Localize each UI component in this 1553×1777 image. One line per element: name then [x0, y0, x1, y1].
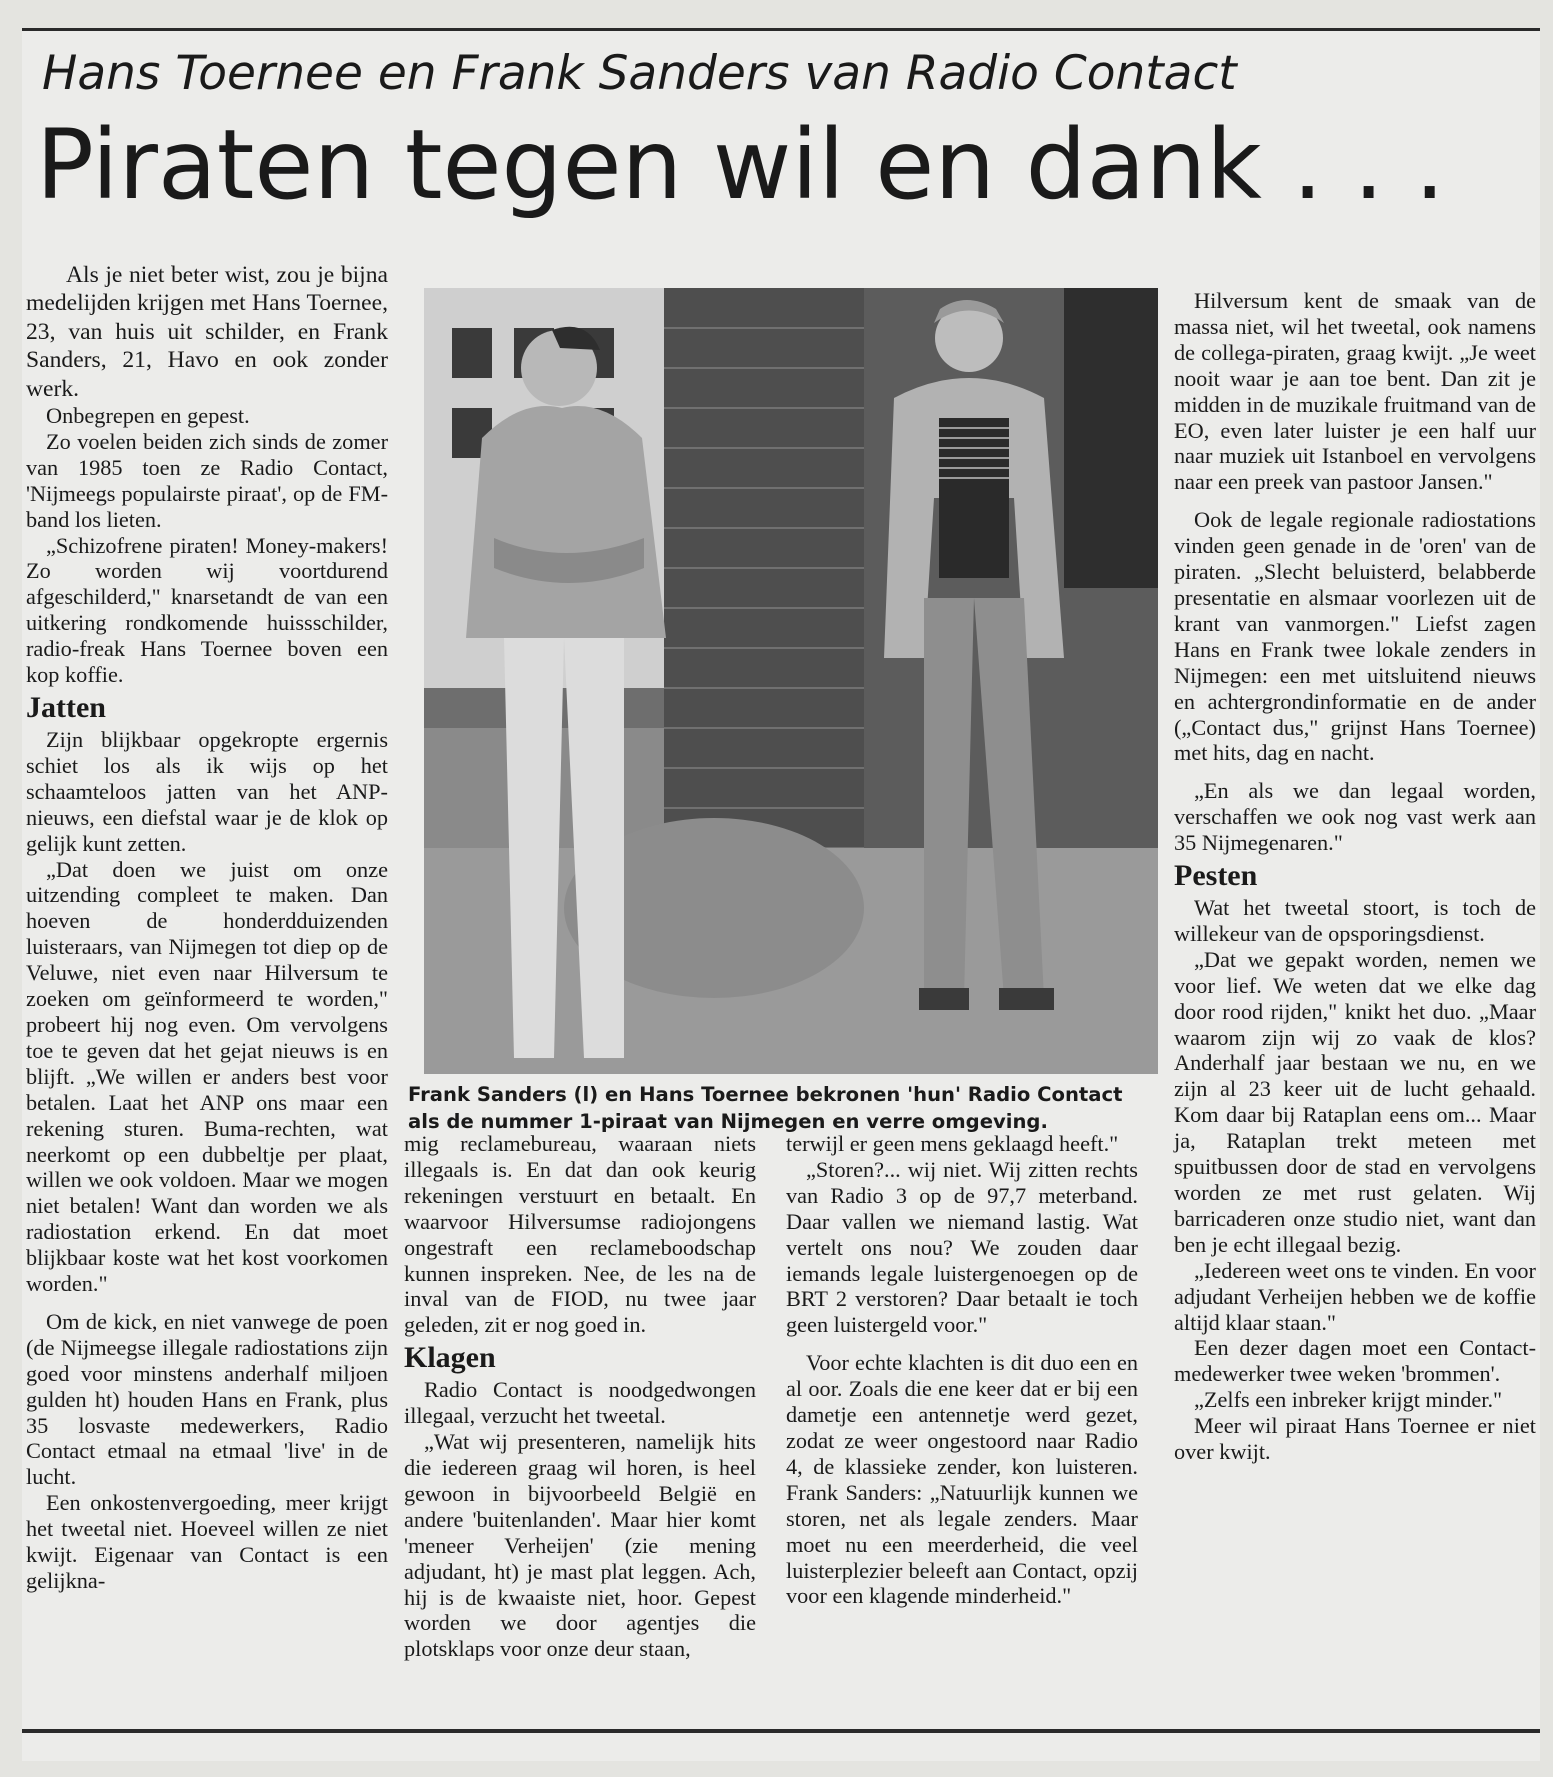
photo-caption [408, 1081, 1168, 1135]
paragraph: „Wat wij presenteren, namelijk hits die iedereen graag wil horen, is heel gewoon in bijvoorbeeld België en andere 'buitenlanden'. Maar hier komt 'meneer Verheijen' (zie mening adjudant, ht) je mast plat leggen. Ach, hij is de kwaaiste niet, hoor. Gepest worden we door agentjes die plotsklaps voor onze deur staan, [404, 1429, 756, 1662]
photo-two-men-by-brick-wall [424, 288, 1158, 1074]
paragraph: „Schizofrene piraten! Money-makers! Zo worden wij voortdurend afgeschilderd," knarsetandt de van een uitkering rondkomende huissschilder, radio-freak Hans Toernee boven een kop koffie. [26, 532, 388, 688]
paragraph: „Dat doen we juist om onze uitzending compleet te maken. Dan hoeven de honderdduizenden luisteraars, van Nijmegen tot diep op de Veluwe, niet even naar Hilversum te zoeken om geïnformeerd te worden," probeert hij nog even. Om vervolgens toe te geven dat het gejat nieuws is en blijft. „We willen er anders best voor betalen. Laat het ANP ons maar een rekening sturen. Buma-rechten, wat neerkomt op een dubbeltje per plaat, willen we ook voldoen. Maar we mogen niet betalen! Want dan worden we als radiostation erkend. En dat moet blijkbaar koste wat het kost voorkomen worden." [26, 856, 388, 1297]
article-photo [424, 288, 1158, 1074]
paragraph: „En als we dan legaal worden, verschaffen we ook nog vast werk aan 35 Nijmegenaren." [1174, 778, 1536, 856]
article-column-1 [26, 261, 388, 1594]
newspaper-clipping [22, 28, 1540, 1761]
paragraph: Zijn blijkbaar opgekropte ergernis schiet los als ik wijs op het schaamteloos jatten van het ANP-nieuws, een diefstal waar je de klok op gelijk kunt zetten. [26, 727, 388, 856]
paragraph: Radio Contact is noodgedwongen illegaal, verzucht het tweetal. [404, 1377, 756, 1429]
paragraph: Onbegrepen en gepest. [46, 403, 250, 429]
paragraph: Meer wil piraat Hans Toernee er niet over kwijt. [1174, 1413, 1536, 1465]
paragraph: Om de kick, en niet vanwege de poen (de Nijmeegse illegale radiostations zijn goed voor minstens anderhalf miljoen gulden ht) houden Hans en Frank, plus 35 losvaste medewerkers, Radio Contact etmaal na etmaal 'live' in de lucht. [26, 1308, 388, 1490]
article-column-2 [404, 1131, 756, 1662]
section-heading: Pesten [1174, 859, 1258, 893]
paragraph: Een onkostenvergoeding, meer krijgt het tweetal niet. Hoeveel willen ze niet kwijt. Eigenaar van Contact is een gelijkna- [26, 1490, 388, 1593]
paragraph: „Dat we gepakt worden, nemen we voor lief. We weten dat we elke dag door rood rijden," knikt het duo. „Maar waarom zijn wij zo vaak de klos? Anderhalf jaar bestaan we nu, en we zijn al 23 keer uit de lucht gehaald. Kom daar bij Rataplan eens om... Maar ja, Rataplan trekt meteen met spuitbussen door de stad en vervolgens worden ze met rust gelaten. Wij barricaderen onze studio niet, want dan ben je echt illegaal bezig. [1174, 946, 1536, 1257]
headline: Piraten tegen wil en dank . . . [36, 109, 1445, 221]
article-column-4 [1174, 288, 1536, 1465]
section-heading: Jatten [26, 691, 106, 724]
paragraph: Ook de legale regionale radiostations vinden geen genade in de 'oren' van de piraten. „Slecht beluisterd, belabberde presentatie en alsmaar voorlezen uit de krant van vanmorgen." Liefst zagen Hans en Frank twee lokale zenders in Nijmegen: een met uitsluitend nieuws en achtergrondinformatie en de ander („Contact dus," grijnst Hans Toernee) met hits, dag en nacht. [1174, 507, 1536, 766]
paragraph: Hilversum kent de smaak van de massa niet, wil het tweetal, ook namens de collega-piraten, graag kwijt. „Je weet nooit waar je aan toe bent. Dan zit je midden in de muzikale fruitmand van de EO, even later luister je een half uur naar muziek uit Istanboel en vervolgens naar een preek van pastoor Jansen." [1174, 288, 1536, 495]
paragraph: „Iedereen weet ons te vinden. En voor adjudant Verheijen hebben we de koffie altijd klaar staan." [1174, 1257, 1536, 1335]
paragraph: „Storen?... wij niet. Wij zitten rechts van Radio 3 op de 97,7 meterband. Daar vallen we niemand lastig. Wat vertelt ons nou? We zouden daar iemands legale luistergenoegen op de BRT 2 verstoren? Daar betaalt ie toch geen luistergeld voor." [786, 1156, 1138, 1338]
paragraph: Als je niet beter wist, zou je bijna medelijden krijgen met Hans Toernee, 23, van huis uit schilder, en Frank Sanders, 21, Havo en ook zonder werk. [26, 262, 388, 402]
paragraph: mig reclamebureau, waaraan niets illegaals is. En dat dan ook keurig rekeningen verstuurt en betaalt. En waarvoor Hilversumse radiojongens ongestraft een reclameboodschap kunnen inspreken. Nee, de les na de inval van de FIOD, nu twee jaar geleden, zit er nog goed in. [404, 1131, 756, 1338]
paragraph: Wat het tweetal stoort, is toch de willekeur van de opsporingsdienst. [1174, 895, 1536, 946]
bottom-rule [22, 1729, 1540, 1733]
photo-caption-line: als de nummer 1-piraat van Nijmegen en verre omgeving. [408, 1110, 1048, 1133]
kicker-line: Hans Toernee en Frank Sanders van Radio Contact [42, 46, 1237, 101]
article-column-3 [786, 1131, 1138, 1609]
section-heading: Klagen [404, 1341, 496, 1375]
photo-caption-line: Frank Sanders (l) en Hans Toernee bekronen 'hun' Radio Contact [408, 1083, 1123, 1106]
paragraph: „Zelfs een inbreker krijgt minder." [1194, 1387, 1503, 1413]
paragraph: terwijl er geen mens geklaagd heeft." [786, 1131, 1119, 1156]
paragraph: Zo voelen beiden zich sinds de zomer van 1985 toen ze Radio Contact, 'Nijmeegs populairste piraat', op de FM-band los lieten. [26, 428, 388, 532]
paragraph: Een dezer dagen moet een Contact-medewerker twee weken 'brommen'. [1174, 1335, 1536, 1387]
paragraph: Voor echte klachten is dit duo een en al oor. Zoals die ene keer dat er bij een dametje een antennetje werd gezet, zodat ze weer ongestoord naar Radio 4, de klassieke zender, kon luisteren. Frank Sanders: „Natuurlijk kunnen we storen, net als legale zenders. Maar moet nu een meerderheid, die veel luisterplezier beleeft aan Contact, opzij voor een klagende minderheid." [786, 1350, 1138, 1609]
